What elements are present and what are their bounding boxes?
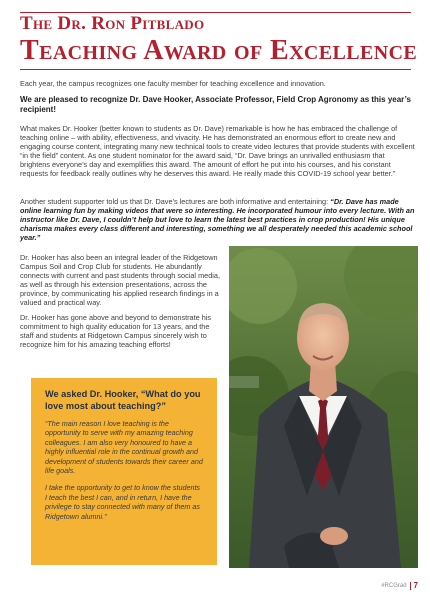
paragraph-student-supporter: [20, 197, 415, 242]
interview-quote-box: [31, 378, 217, 565]
portrait-photo: [229, 246, 418, 568]
page-footer: [381, 581, 418, 590]
recipient-announcement: We are pleased to recognize Dr. Dave Hooker, Associate Professor, Field Crop Agronomy as this year’s recipient!: [20, 95, 411, 114]
header-bottom-rule: [20, 69, 411, 70]
paragraph-student-supporter-intro: Another student supporter told us that Dr. Dave’s lectures are both informative and entertaining:: [20, 197, 331, 206]
award-subtitle: The Dr. Ron Pitblado: [20, 13, 205, 34]
quote-box-paragraph-2: I take the opportunity to get to know the students I teach the best I can, and in return, I have the privilege to stay connected with many of them as Ridgetown alumni.”: [45, 483, 201, 521]
page-number: 7: [413, 581, 418, 590]
quote-box-paragraph-1: “The main reason I love teaching is the opportunity to serve with my amazing teaching colleagues. I am also very honoured to have a highly influential role in the continual growth and development of students towards their career and life goals.: [45, 419, 203, 476]
intro-paragraph: Each year, the campus recognizes one faculty member for teaching excellence and innovation.: [20, 79, 326, 88]
footer-divider: [410, 582, 411, 590]
footer-hashtag: #RCGrad: [381, 582, 407, 589]
student-quote: “Dr. Dave has made online learning fun by making videos that were so interesting. He incorporated humour into every lecture. With an instructor like Dr. Dave, I couldn’t help but love to learn the latest best practices in crop production! His unique charisma makes every class different and interesting, something we all desperately needed this academic school year.”: [20, 197, 415, 243]
paragraph-online-teaching: What makes Dr. Hooker (better known to students as Dr. Dave) remarkable is how he has embraced the challenge of teaching online – with ability, effectiveness, and vivacity. He has demonstrated an enormous effort to create new and engaging course content, integrating many new technical tools to create video lectures that provide students with excellent “in the field” content. As one student nominator for the award said, “Dr. Dave brings an unrivalled enthusiasm that brightens everyone’s day and exemplifies this award. The amount of effort he put into his courses, and his constant requests for feedback really outlines why he deserves this award. He really made this COVID-19 school year better.”: [20, 124, 415, 179]
paragraph-commitment: Dr. Hooker has gone above and beyond to demonstrate his commitment to high quality education for 13 years, and the staff and students at Ridgetown Campus sincerely wish to recognize him for his amazing teaching efforts!: [20, 313, 212, 350]
quote-box-title: We asked Dr. Hooker, “What do you love most about teaching?”: [45, 389, 201, 411]
award-title: Teaching Award of Excellence: [20, 35, 418, 66]
paragraph-soil-crop-club: Dr. Hooker has also been an integral leader of the Ridgetown Campus Soil and Crop Club for students. He abundantly connects with current and past students through social media, as well as through his extension presentations, across the province, by communicating his applied research findings in a valued and practical way.: [20, 253, 220, 308]
